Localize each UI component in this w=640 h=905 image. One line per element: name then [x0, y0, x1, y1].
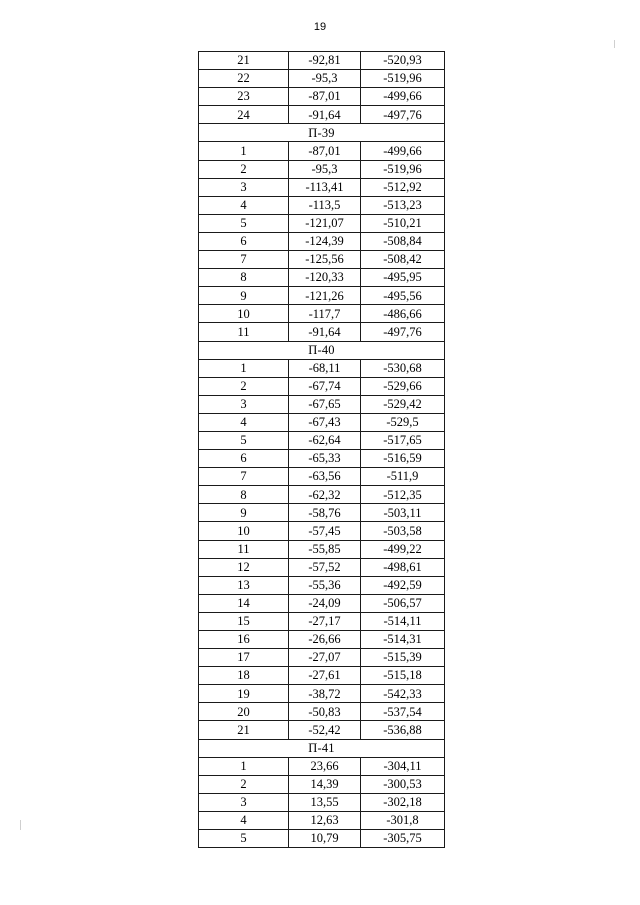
point-number-cell: 21	[199, 721, 289, 739]
y-coordinate-cell: -530,68	[361, 359, 445, 377]
x-coordinate-cell: -57,52	[289, 558, 361, 576]
table-row	[199, 576, 445, 594]
table-row	[199, 703, 445, 721]
point-number-cell: 13	[199, 576, 289, 594]
y-coordinate-cell: -497,76	[361, 106, 445, 124]
x-coordinate-cell: -121,26	[289, 287, 361, 305]
table-row	[199, 431, 445, 449]
table-row	[199, 486, 445, 504]
x-coordinate-cell: -27,17	[289, 612, 361, 630]
point-number-cell: 3	[199, 395, 289, 413]
x-coordinate-cell: 23,66	[289, 757, 361, 775]
y-coordinate-cell: -486,66	[361, 305, 445, 323]
page-number: 19	[313, 21, 327, 33]
y-coordinate-cell: -529,5	[361, 413, 445, 431]
table-row	[199, 70, 445, 88]
x-coordinate-cell: -113,5	[289, 196, 361, 214]
point-number-cell: 5	[199, 214, 289, 232]
x-coordinate-cell: -95,3	[289, 70, 361, 88]
table-row	[199, 395, 445, 413]
table-row	[199, 142, 445, 160]
x-coordinate-cell: -92,81	[289, 52, 361, 70]
table-row	[199, 359, 445, 377]
table-row	[199, 196, 445, 214]
x-coordinate-cell: -27,07	[289, 649, 361, 667]
table-row	[199, 685, 445, 703]
table-row	[199, 251, 445, 269]
section-title: П-41	[199, 739, 445, 757]
y-coordinate-cell: -517,65	[361, 431, 445, 449]
x-coordinate-cell: -87,01	[289, 142, 361, 160]
point-number-cell: 8	[199, 269, 289, 287]
point-number-cell: 11	[199, 323, 289, 341]
point-number-cell: 3	[199, 178, 289, 196]
table-row	[199, 160, 445, 178]
section-header-row	[199, 124, 445, 142]
point-number-cell: 3	[199, 793, 289, 811]
table-row	[199, 269, 445, 287]
table-body	[199, 52, 445, 848]
x-coordinate-cell: 14,39	[289, 775, 361, 793]
y-coordinate-cell: -542,33	[361, 685, 445, 703]
point-number-cell: 12	[199, 558, 289, 576]
coordinates-table	[198, 51, 445, 848]
x-coordinate-cell: -62,64	[289, 431, 361, 449]
point-number-cell: 14	[199, 594, 289, 612]
point-number-cell: 1	[199, 359, 289, 377]
table-row	[199, 323, 445, 341]
point-number-cell: 1	[199, 757, 289, 775]
y-coordinate-cell: -506,57	[361, 594, 445, 612]
y-coordinate-cell: -512,35	[361, 486, 445, 504]
x-coordinate-cell: -113,41	[289, 178, 361, 196]
table-row	[199, 413, 445, 431]
point-number-cell: 2	[199, 377, 289, 395]
y-coordinate-cell: -537,54	[361, 703, 445, 721]
x-coordinate-cell: -91,64	[289, 106, 361, 124]
point-number-cell: 11	[199, 540, 289, 558]
y-coordinate-cell: -516,59	[361, 450, 445, 468]
table-row	[199, 775, 445, 793]
y-coordinate-cell: -520,93	[361, 52, 445, 70]
table-row	[199, 667, 445, 685]
point-number-cell: 4	[199, 811, 289, 829]
y-coordinate-cell: -300,53	[361, 775, 445, 793]
x-coordinate-cell: -120,33	[289, 269, 361, 287]
table-row	[199, 594, 445, 612]
x-coordinate-cell: -50,83	[289, 703, 361, 721]
x-coordinate-cell: -67,65	[289, 395, 361, 413]
point-number-cell: 19	[199, 685, 289, 703]
y-coordinate-cell: -499,66	[361, 142, 445, 160]
point-number-cell: 2	[199, 160, 289, 178]
x-coordinate-cell: -68,11	[289, 359, 361, 377]
x-coordinate-cell: -121,07	[289, 214, 361, 232]
table-row	[199, 540, 445, 558]
y-coordinate-cell: -511,9	[361, 468, 445, 486]
point-number-cell: 9	[199, 287, 289, 305]
point-number-cell: 16	[199, 631, 289, 649]
x-coordinate-cell: 12,63	[289, 811, 361, 829]
scan-edge-mark	[20, 820, 21, 830]
point-number-cell: 17	[199, 649, 289, 667]
point-number-cell: 5	[199, 830, 289, 848]
x-coordinate-cell: -26,66	[289, 631, 361, 649]
table-row	[199, 811, 445, 829]
table-row	[199, 721, 445, 739]
x-coordinate-cell: -27,61	[289, 667, 361, 685]
scan-edge-mark	[614, 40, 615, 48]
point-number-cell: 23	[199, 88, 289, 106]
y-coordinate-cell: -305,75	[361, 830, 445, 848]
x-coordinate-cell: -87,01	[289, 88, 361, 106]
table-row	[199, 649, 445, 667]
x-coordinate-cell: -38,72	[289, 685, 361, 703]
y-coordinate-cell: -529,42	[361, 395, 445, 413]
point-number-cell: 7	[199, 251, 289, 269]
table-row	[199, 468, 445, 486]
y-coordinate-cell: -499,66	[361, 88, 445, 106]
y-coordinate-cell: -519,96	[361, 160, 445, 178]
table-row	[199, 757, 445, 775]
y-coordinate-cell: -510,21	[361, 214, 445, 232]
table-row	[199, 612, 445, 630]
point-number-cell: 10	[199, 305, 289, 323]
x-coordinate-cell: -124,39	[289, 232, 361, 250]
x-coordinate-cell: -117,7	[289, 305, 361, 323]
y-coordinate-cell: -497,76	[361, 323, 445, 341]
table-row	[199, 504, 445, 522]
point-number-cell: 7	[199, 468, 289, 486]
section-title: П-40	[199, 341, 445, 359]
table-row	[199, 106, 445, 124]
table-row	[199, 522, 445, 540]
x-coordinate-cell: -24,09	[289, 594, 361, 612]
table-row	[199, 178, 445, 196]
y-coordinate-cell: -301,8	[361, 811, 445, 829]
y-coordinate-cell: -495,95	[361, 269, 445, 287]
point-number-cell: 4	[199, 413, 289, 431]
point-number-cell: 9	[199, 504, 289, 522]
y-coordinate-cell: -519,96	[361, 70, 445, 88]
point-number-cell: 6	[199, 232, 289, 250]
y-coordinate-cell: -515,18	[361, 667, 445, 685]
x-coordinate-cell: -65,33	[289, 450, 361, 468]
point-number-cell: 5	[199, 431, 289, 449]
y-coordinate-cell: -503,11	[361, 504, 445, 522]
point-number-cell: 21	[199, 52, 289, 70]
y-coordinate-cell: -492,59	[361, 576, 445, 594]
table-row	[199, 88, 445, 106]
point-number-cell: 8	[199, 486, 289, 504]
table-row	[199, 631, 445, 649]
y-coordinate-cell: -503,58	[361, 522, 445, 540]
x-coordinate-cell: -125,56	[289, 251, 361, 269]
point-number-cell: 10	[199, 522, 289, 540]
table-row	[199, 377, 445, 395]
point-number-cell: 6	[199, 450, 289, 468]
table-row	[199, 830, 445, 848]
table-row	[199, 232, 445, 250]
point-number-cell: 22	[199, 70, 289, 88]
y-coordinate-cell: -512,92	[361, 178, 445, 196]
x-coordinate-cell: -55,85	[289, 540, 361, 558]
x-coordinate-cell: -91,64	[289, 323, 361, 341]
x-coordinate-cell: -67,74	[289, 377, 361, 395]
x-coordinate-cell: -57,45	[289, 522, 361, 540]
point-number-cell: 2	[199, 775, 289, 793]
y-coordinate-cell: -513,23	[361, 196, 445, 214]
x-coordinate-cell: -55,36	[289, 576, 361, 594]
x-coordinate-cell: -52,42	[289, 721, 361, 739]
table-row	[199, 558, 445, 576]
point-number-cell: 1	[199, 142, 289, 160]
y-coordinate-cell: -536,88	[361, 721, 445, 739]
y-coordinate-cell: -304,11	[361, 757, 445, 775]
y-coordinate-cell: -515,39	[361, 649, 445, 667]
x-coordinate-cell: 13,55	[289, 793, 361, 811]
section-title: П-39	[199, 124, 445, 142]
y-coordinate-cell: -514,11	[361, 612, 445, 630]
x-coordinate-cell: -58,76	[289, 504, 361, 522]
x-coordinate-cell: -67,43	[289, 413, 361, 431]
point-number-cell: 4	[199, 196, 289, 214]
table-row	[199, 214, 445, 232]
x-coordinate-cell: -95,3	[289, 160, 361, 178]
point-number-cell: 18	[199, 667, 289, 685]
point-number-cell: 24	[199, 106, 289, 124]
y-coordinate-cell: -508,42	[361, 251, 445, 269]
table-row	[199, 287, 445, 305]
table-row	[199, 305, 445, 323]
section-header-row	[199, 739, 445, 757]
y-coordinate-cell: -495,56	[361, 287, 445, 305]
table-row	[199, 793, 445, 811]
section-header-row	[199, 341, 445, 359]
y-coordinate-cell: -508,84	[361, 232, 445, 250]
table-row	[199, 52, 445, 70]
y-coordinate-cell: -514,31	[361, 631, 445, 649]
y-coordinate-cell: -498,61	[361, 558, 445, 576]
y-coordinate-cell: -302,18	[361, 793, 445, 811]
x-coordinate-cell: -62,32	[289, 486, 361, 504]
x-coordinate-cell: 10,79	[289, 830, 361, 848]
x-coordinate-cell: -63,56	[289, 468, 361, 486]
y-coordinate-cell: -529,66	[361, 377, 445, 395]
point-number-cell: 15	[199, 612, 289, 630]
point-number-cell: 20	[199, 703, 289, 721]
y-coordinate-cell: -499,22	[361, 540, 445, 558]
table-row	[199, 450, 445, 468]
